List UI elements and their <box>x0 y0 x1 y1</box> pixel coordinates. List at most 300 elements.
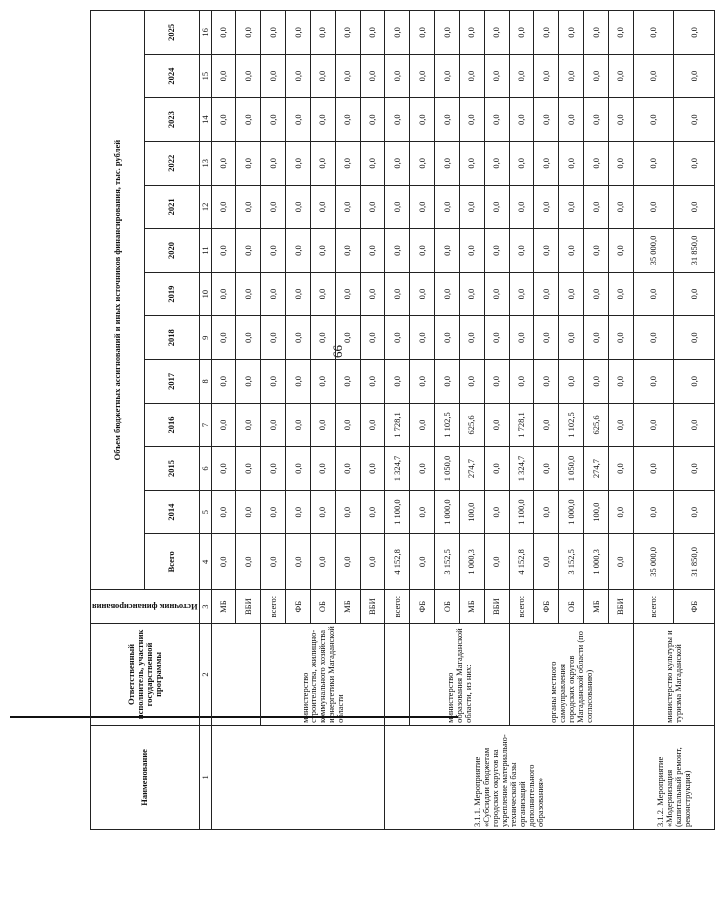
cell-value: 0,0 <box>484 403 509 447</box>
cell-value: 0,0 <box>261 403 286 447</box>
cell-value: 0,0 <box>236 447 261 491</box>
cell-value: 274,7 <box>584 447 609 491</box>
cell-value: 0,0 <box>509 185 534 229</box>
table-body <box>211 11 714 830</box>
cell-value: 0,0 <box>410 534 435 590</box>
cell-value: 0,0 <box>484 490 509 534</box>
cell-value: 0,0 <box>385 98 410 142</box>
cell-value: 35 000,0 <box>633 229 673 273</box>
page-number: 66 <box>330 345 345 358</box>
column-number: 16 <box>199 11 211 55</box>
cell-source: всего: <box>385 590 410 624</box>
cell-value: 0,0 <box>261 141 286 185</box>
cell-value: 0,0 <box>534 98 559 142</box>
cell-value: 0,0 <box>385 54 410 98</box>
cell-value: 0,0 <box>261 360 286 404</box>
cell-value: 0,0 <box>435 98 460 142</box>
column-number: 7 <box>199 403 211 447</box>
table-row <box>633 11 673 830</box>
cell-value: 0,0 <box>335 98 360 142</box>
cell-value: 0,0 <box>633 360 673 404</box>
header-year: 2025 <box>145 11 199 55</box>
cell-value: 0,0 <box>559 98 584 142</box>
cell-value: 0,0 <box>534 185 559 229</box>
cell-value: 0,0 <box>286 11 311 55</box>
cell-value: 0,0 <box>633 141 673 185</box>
cell-value: 0,0 <box>360 141 385 185</box>
cell-value: 0,0 <box>211 229 236 273</box>
cell-source: МБ <box>584 590 609 624</box>
cell-value: 0,0 <box>534 534 559 590</box>
cell-value: 0,0 <box>484 54 509 98</box>
column-numbers-row <box>199 11 211 830</box>
cell-value: 0,0 <box>236 316 261 360</box>
cell-value: 0,0 <box>310 447 335 491</box>
cell-value: 0,0 <box>633 11 673 55</box>
cell-value: 0,0 <box>385 11 410 55</box>
cell-value: 0,0 <box>410 141 435 185</box>
cell-value: 0,0 <box>459 229 484 273</box>
cell-value: 0,0 <box>286 447 311 491</box>
cell-value: 0,0 <box>674 447 715 491</box>
cell-value: 0,0 <box>674 316 715 360</box>
cell-value: 0,0 <box>360 316 385 360</box>
cell-value: 0,0 <box>584 141 609 185</box>
cell-value: 3 152,5 <box>559 534 584 590</box>
cell-value: 0,0 <box>410 447 435 491</box>
cell-value: 0,0 <box>310 316 335 360</box>
cell-value: 0,0 <box>435 141 460 185</box>
cell-value: 0,0 <box>286 141 311 185</box>
cell-value: 0,0 <box>410 229 435 273</box>
header-year: 2023 <box>145 98 199 142</box>
cell-value: 0,0 <box>484 11 509 55</box>
cell-value: 4 152,8 <box>509 534 534 590</box>
cell-value: 0,0 <box>534 141 559 185</box>
cell-value: 0,0 <box>609 11 634 55</box>
cell-value: 0,0 <box>286 316 311 360</box>
cell-value: 0,0 <box>360 272 385 316</box>
cell-value: 0,0 <box>211 272 236 316</box>
cell-value: 0,0 <box>335 447 360 491</box>
cell-value: 0,0 <box>609 272 634 316</box>
cell-value: 0,0 <box>310 403 335 447</box>
cell-value: 0,0 <box>435 185 460 229</box>
cell-value: 0,0 <box>310 141 335 185</box>
cell-value: 0,0 <box>261 272 286 316</box>
cell-value: 0,0 <box>236 54 261 98</box>
cell-value: 0,0 <box>559 272 584 316</box>
cell-source: ВБИ <box>360 590 385 624</box>
header-source-text: Источник финансирования <box>92 602 198 613</box>
cell-value: 0,0 <box>674 185 715 229</box>
cell-value: 0,0 <box>559 316 584 360</box>
cell-value: 0,0 <box>286 229 311 273</box>
column-number: 3 <box>199 590 211 624</box>
cell-value: 0,0 <box>211 141 236 185</box>
header-total: Всего <box>145 534 199 590</box>
cell-source: ВБИ <box>484 590 509 624</box>
cell-value: 0,0 <box>360 447 385 491</box>
cell-value: 0,0 <box>484 360 509 404</box>
cell-value: 1 000,0 <box>559 490 584 534</box>
cell-value: 0,0 <box>286 490 311 534</box>
cell-value: 0,0 <box>310 185 335 229</box>
cell-value: 0,0 <box>534 11 559 55</box>
cell-value: 0,0 <box>534 229 559 273</box>
cell-value: 0,0 <box>674 54 715 98</box>
cell-source: ФБ <box>534 590 559 624</box>
header-year: 2019 <box>145 272 199 316</box>
cell-source: МБ <box>335 590 360 624</box>
cell-value: 0,0 <box>385 229 410 273</box>
cell-value: 0,0 <box>236 11 261 55</box>
cell-value: 0,0 <box>211 490 236 534</box>
cell-value: 4 152,8 <box>385 534 410 590</box>
header-year: 2021 <box>145 185 199 229</box>
cell-value: 0,0 <box>534 272 559 316</box>
cell-value: 0,0 <box>484 185 509 229</box>
header-year: 2014 <box>145 490 199 534</box>
cell-value: 100,0 <box>459 490 484 534</box>
cell-value: 0,0 <box>435 360 460 404</box>
cell-value: 0,0 <box>459 316 484 360</box>
cell-value: 0,0 <box>261 447 286 491</box>
column-number: 9 <box>199 316 211 360</box>
cell-value: 0,0 <box>534 490 559 534</box>
header-volume: Объем бюджетных ассигнований и иных источников финансирования, тыс. рублей <box>91 11 145 590</box>
cell-value: 274,7 <box>459 447 484 491</box>
cell-value: 0,0 <box>609 54 634 98</box>
cell-value: 0,0 <box>559 229 584 273</box>
column-number: 11 <box>199 229 211 273</box>
cell-value: 0,0 <box>559 11 584 55</box>
cell-value: 0,0 <box>534 403 559 447</box>
cell-value: 1 100,0 <box>509 490 534 534</box>
cell-value: 0,0 <box>286 98 311 142</box>
cell-value: 0,0 <box>674 11 715 55</box>
cell-value: 0,0 <box>261 316 286 360</box>
cell-value: 0,0 <box>633 403 673 447</box>
cell-value: 0,0 <box>435 11 460 55</box>
cell-executor: органы местного самоуправления городских округов Магаданской области (по согласованию) <box>509 624 633 726</box>
column-number: 4 <box>199 534 211 590</box>
cell-value: 0,0 <box>609 403 634 447</box>
cell-value: 0,0 <box>509 11 534 55</box>
cell-value: 0,0 <box>335 360 360 404</box>
header-year: 2018 <box>145 316 199 360</box>
cell-source: ВБИ <box>236 590 261 624</box>
header-year: 2024 <box>145 54 199 98</box>
cell-source: всего: <box>509 590 534 624</box>
cell-value: 0,0 <box>584 272 609 316</box>
financing-table <box>90 10 715 830</box>
cell-value: 0,0 <box>310 534 335 590</box>
cell-value: 0,0 <box>385 360 410 404</box>
cell-value: 0,0 <box>335 185 360 229</box>
column-number: 5 <box>199 490 211 534</box>
cell-value: 0,0 <box>286 403 311 447</box>
cell-value: 0,0 <box>236 534 261 590</box>
cell-value: 0,0 <box>509 229 534 273</box>
cell-value: 0,0 <box>211 11 236 55</box>
cell-value: 0,0 <box>584 54 609 98</box>
cell-value: 0,0 <box>360 490 385 534</box>
header-year: 2022 <box>145 141 199 185</box>
cell-value: 0,0 <box>261 490 286 534</box>
cell-value: 0,0 <box>310 11 335 55</box>
cell-value: 0,0 <box>509 141 534 185</box>
cell-value: 0,0 <box>286 360 311 404</box>
cell-value: 0,0 <box>484 98 509 142</box>
cell-value: 0,0 <box>335 54 360 98</box>
cell-value: 0,0 <box>211 316 236 360</box>
cell-executor <box>385 624 410 726</box>
cell-value: 0,0 <box>633 316 673 360</box>
cell-value: 0,0 <box>211 98 236 142</box>
column-number: 13 <box>199 141 211 185</box>
column-number: 6 <box>199 447 211 491</box>
cell-value: 0,0 <box>236 490 261 534</box>
cell-value: 0,0 <box>509 316 534 360</box>
cell-value: 0,0 <box>633 272 673 316</box>
cell-value: 0,0 <box>459 98 484 142</box>
cell-source: ВБИ <box>609 590 634 624</box>
cell-value: 0,0 <box>310 98 335 142</box>
cell-value: 0,0 <box>435 229 460 273</box>
cell-value: 0,0 <box>211 360 236 404</box>
cell-value: 1 000,0 <box>435 490 460 534</box>
cell-value: 0,0 <box>435 316 460 360</box>
cell-value: 0,0 <box>484 534 509 590</box>
cell-value: 0,0 <box>286 534 311 590</box>
cell-name: 3.1.2. Мероприятие «Модернизация (капитальный ремонт, реконструкция) <box>633 725 714 829</box>
cell-value: 0,0 <box>410 272 435 316</box>
cell-value: 0,0 <box>459 272 484 316</box>
cell-value: 1 000,3 <box>459 534 484 590</box>
cell-value: 0,0 <box>484 141 509 185</box>
cell-value: 0,0 <box>534 360 559 404</box>
column-number: 12 <box>199 185 211 229</box>
cell-source: ФБ <box>286 590 311 624</box>
cell-value: 0,0 <box>211 185 236 229</box>
cell-value: 0,0 <box>385 185 410 229</box>
cell-value: 31 850,0 <box>674 229 715 273</box>
cell-executor: министерство культуры и туризма Магаданской <box>633 624 714 726</box>
cell-value: 0,0 <box>459 11 484 55</box>
cell-value: 0,0 <box>335 141 360 185</box>
cell-source: ФБ <box>674 590 715 624</box>
cell-value: 0,0 <box>484 229 509 273</box>
cell-value: 0,0 <box>584 98 609 142</box>
table-row <box>211 11 236 830</box>
cell-value: 31 850,0 <box>674 534 715 590</box>
cell-value: 0,0 <box>584 316 609 360</box>
cell-value: 0,0 <box>236 360 261 404</box>
cell-value: 0,0 <box>236 98 261 142</box>
cell-value: 0,0 <box>410 490 435 534</box>
cell-executor: министерство образования Магаданской области, из них: <box>410 624 509 726</box>
cell-value: 0,0 <box>435 272 460 316</box>
cell-value: 1 050,0 <box>435 447 460 491</box>
cell-value: 0,0 <box>484 447 509 491</box>
column-number: 8 <box>199 360 211 404</box>
cell-value: 625,6 <box>584 403 609 447</box>
cell-value: 0,0 <box>310 272 335 316</box>
cell-value: 0,0 <box>459 141 484 185</box>
table-row <box>410 11 435 830</box>
cell-value: 0,0 <box>509 98 534 142</box>
cell-value: 0,0 <box>360 98 385 142</box>
cell-name <box>211 725 385 829</box>
cell-value: 0,0 <box>360 54 385 98</box>
cell-executor <box>211 624 261 726</box>
cell-value: 0,0 <box>435 54 460 98</box>
cell-value: 0,0 <box>410 54 435 98</box>
table-row <box>509 11 534 830</box>
cell-value: 0,0 <box>633 98 673 142</box>
cell-value: 0,0 <box>459 54 484 98</box>
cell-value: 0,0 <box>335 316 360 360</box>
cell-value: 0,0 <box>410 316 435 360</box>
cell-value: 1 324,7 <box>509 447 534 491</box>
column-number: 2 <box>199 624 211 726</box>
header-year: 2016 <box>145 403 199 447</box>
cell-value: 0,0 <box>633 447 673 491</box>
cell-value: 0,0 <box>609 229 634 273</box>
cell-value: 0,0 <box>211 403 236 447</box>
cell-value: 1 728,1 <box>509 403 534 447</box>
cell-value: 1 728,1 <box>385 403 410 447</box>
cell-value: 1 100,0 <box>385 490 410 534</box>
cell-value: 0,0 <box>609 360 634 404</box>
cell-value: 0,0 <box>459 185 484 229</box>
cell-value: 0,0 <box>310 229 335 273</box>
cell-value: 0,0 <box>674 360 715 404</box>
cell-value: 0,0 <box>609 316 634 360</box>
cell-source: ОБ <box>559 590 584 624</box>
cell-value: 0,0 <box>534 316 559 360</box>
cell-value: 0,0 <box>236 229 261 273</box>
cell-value: 0,0 <box>310 490 335 534</box>
cell-value: 1 102,5 <box>435 403 460 447</box>
cell-value: 0,0 <box>410 185 435 229</box>
cell-value: 0,0 <box>534 54 559 98</box>
cell-value: 0,0 <box>674 98 715 142</box>
cell-value: 0,0 <box>609 141 634 185</box>
cell-value: 0,0 <box>609 534 634 590</box>
rotated-table-container <box>90 10 699 830</box>
cell-value: 1 324,7 <box>385 447 410 491</box>
cell-source: всего: <box>261 590 286 624</box>
column-number: 10 <box>199 272 211 316</box>
cell-value: 0,0 <box>360 360 385 404</box>
header-year: 2017 <box>145 360 199 404</box>
cell-value: 0,0 <box>633 490 673 534</box>
cell-value: 0,0 <box>335 403 360 447</box>
cell-value: 0,0 <box>261 54 286 98</box>
cell-value: 0,0 <box>261 11 286 55</box>
cell-value: 0,0 <box>236 185 261 229</box>
table-row <box>385 11 410 830</box>
cell-value: 625,6 <box>459 403 484 447</box>
cell-value: 0,0 <box>674 141 715 185</box>
cell-value: 1 102,5 <box>559 403 584 447</box>
cell-value: 0,0 <box>509 360 534 404</box>
cell-value: 0,0 <box>360 11 385 55</box>
cell-value: 0,0 <box>335 272 360 316</box>
cell-value: 0,0 <box>335 490 360 534</box>
cell-value: 0,0 <box>633 185 673 229</box>
cell-value: 0,0 <box>385 316 410 360</box>
cell-value: 0,0 <box>385 272 410 316</box>
cell-executor: министерство строительства, жилищно-коммунального хозяйства и энергетики Магаданской области <box>261 624 385 726</box>
cell-value: 0,0 <box>534 447 559 491</box>
cell-value: 100,0 <box>584 490 609 534</box>
cell-value: 0,0 <box>236 272 261 316</box>
header-executor: Ответственный исполнитель, участник государственной программы <box>91 624 200 726</box>
cell-value: 0,0 <box>584 229 609 273</box>
cell-value: 0,0 <box>410 11 435 55</box>
header-source <box>91 590 200 624</box>
cell-value: 0,0 <box>584 185 609 229</box>
column-number: 14 <box>199 98 211 142</box>
cell-source: ОБ <box>310 590 335 624</box>
cell-value: 0,0 <box>484 316 509 360</box>
cell-value: 0,0 <box>236 403 261 447</box>
cell-value: 0,0 <box>286 54 311 98</box>
cell-value: 0,0 <box>674 490 715 534</box>
cell-value: 0,0 <box>261 229 286 273</box>
cell-value: 0,0 <box>360 534 385 590</box>
cell-value: 0,0 <box>286 185 311 229</box>
cell-value: 0,0 <box>410 98 435 142</box>
cell-value: 0,0 <box>335 534 360 590</box>
cell-value: 0,0 <box>360 185 385 229</box>
cell-value: 0,0 <box>559 185 584 229</box>
cell-value: 0,0 <box>261 98 286 142</box>
cell-value: 0,0 <box>261 185 286 229</box>
cell-value: 0,0 <box>584 360 609 404</box>
cell-value: 0,0 <box>484 272 509 316</box>
cell-value: 0,0 <box>211 534 236 590</box>
cell-value: 0,0 <box>385 141 410 185</box>
header-year: 2020 <box>145 229 199 273</box>
cell-value: 0,0 <box>335 229 360 273</box>
cell-value: 0,0 <box>609 185 634 229</box>
cell-value: 0,0 <box>674 403 715 447</box>
cell-source: ФБ <box>410 590 435 624</box>
cell-value: 0,0 <box>410 360 435 404</box>
cell-value: 0,0 <box>459 360 484 404</box>
cell-value: 0,0 <box>360 229 385 273</box>
cell-source: всего: <box>633 590 673 624</box>
cell-value: 0,0 <box>360 403 385 447</box>
cell-value: 0,0 <box>236 141 261 185</box>
cell-value: 0,0 <box>509 272 534 316</box>
cell-value: 0,0 <box>633 54 673 98</box>
cell-value: 0,0 <box>609 490 634 534</box>
cell-value: 0,0 <box>410 403 435 447</box>
header-year: 2015 <box>145 447 199 491</box>
cell-value: 1 050,0 <box>559 447 584 491</box>
cell-value: 0,0 <box>286 272 311 316</box>
cell-source: МБ <box>459 590 484 624</box>
cell-value: 35 000,0 <box>633 534 673 590</box>
cell-value: 0,0 <box>609 447 634 491</box>
cell-value: 0,0 <box>335 11 360 55</box>
cell-value: 0,0 <box>211 54 236 98</box>
